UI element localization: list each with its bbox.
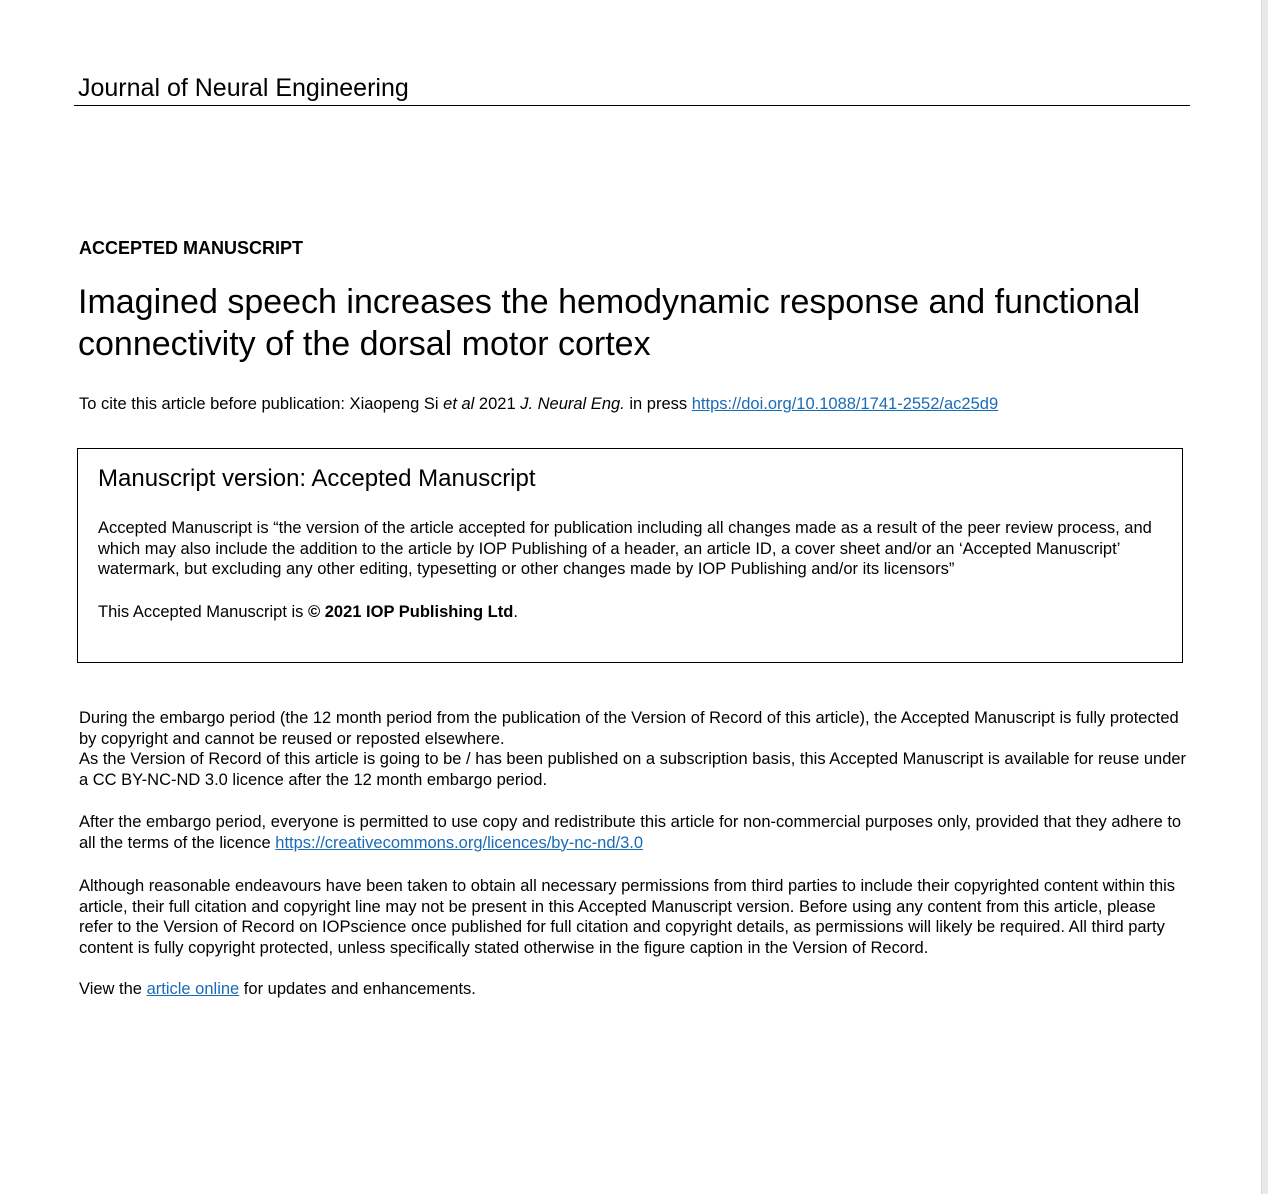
citation-line (79, 394, 998, 414)
journal-name: Journal of Neural Engineering (78, 74, 409, 102)
accepted-manuscript-label: ACCEPTED MANUSCRIPT (79, 238, 304, 258)
manuscript-version-box (77, 448, 1183, 663)
view-online-prefix: View the (79, 980, 147, 998)
embargo-paragraph (79, 708, 1187, 790)
article-online-link[interactable]: article online (146, 980, 240, 998)
citation-year: 2021 (474, 395, 521, 413)
licence-link[interactable]: https://creativecommons.org/licences/by-nc-nd/3.0 (275, 833, 644, 852)
copyright-statement (98, 602, 518, 622)
copyright-suffix: . (513, 603, 518, 621)
citation-journal: J. Neural Eng. (520, 395, 625, 413)
doi-link[interactable]: https://doi.org/10.1088/1741-2552/ac25d9 (691, 395, 999, 413)
after-embargo-text: After the embargo period, everyone is permitted to use copy and redistribute this article for non-commercial purposes only, provided that they adhere to all the terms of the licence (79, 813, 1182, 852)
version-definition: Accepted Manuscript is “the version of the article accepted for publication including all changes made as a result of the peer review process, and which may also include the addition to the article by IOP Publishing of a header, an article ID, a cover sheet and/or an ‘Accepted Manuscript’ watermark, but excluding any other editing, typesetting or other changes made by IOP Publishing and/or its licensors” (98, 519, 1152, 578)
embargo-line-2: As the Version of Record of this article is going to be / has been published on a subscription basis, this Accepted Manuscript is available for reuse under a CC BY-NC-ND 3.0 licence after the 12 month embargo period. (79, 750, 1187, 789)
copyright-prefix: This Accepted Manuscript is (98, 603, 309, 621)
citation-etal: et al (443, 395, 475, 413)
permissions-paragraph: Although reasonable endeavours have been taken to obtain all necessary permissions from third parties to include their copyrighted content within this article, their full citation and copyright line may not be present in this Accepted Manuscript version. Before using any content from this article, please refer to the Version of Record on IOPscience once published for full citation and copyright details, as permissions will likely be required. All third party content is fully copyright protected, unless specifically stated otherwise in the figure caption in the Version of Record. (79, 877, 1176, 957)
header-divider (74, 105, 1190, 106)
after-embargo-paragraph (79, 812, 1187, 853)
citation-status: in press (624, 395, 692, 413)
citation-prefix: To cite this article before publication: Xiaopeng Si (79, 395, 444, 413)
article-title: Imagined speech increases the hemodynamic response and functional connectivity of the dorsal motor cortex (78, 283, 1141, 363)
version-box-title: Manuscript version: Accepted Manuscript (98, 465, 536, 492)
copyright-holder: © 2021 IOP Publishing Ltd (308, 603, 514, 621)
view-online-paragraph (79, 979, 1187, 1000)
view-online-suffix: for updates and enhancements. (239, 980, 476, 998)
page-edge-shadow (1261, 0, 1268, 1194)
embargo-line-1: During the embargo period (the 12 month period from the publication of the Version of Record of this article), the Accepted Manuscript is fully protected by copyright and cannot be reused or reposted elsewhere. (79, 709, 1179, 748)
